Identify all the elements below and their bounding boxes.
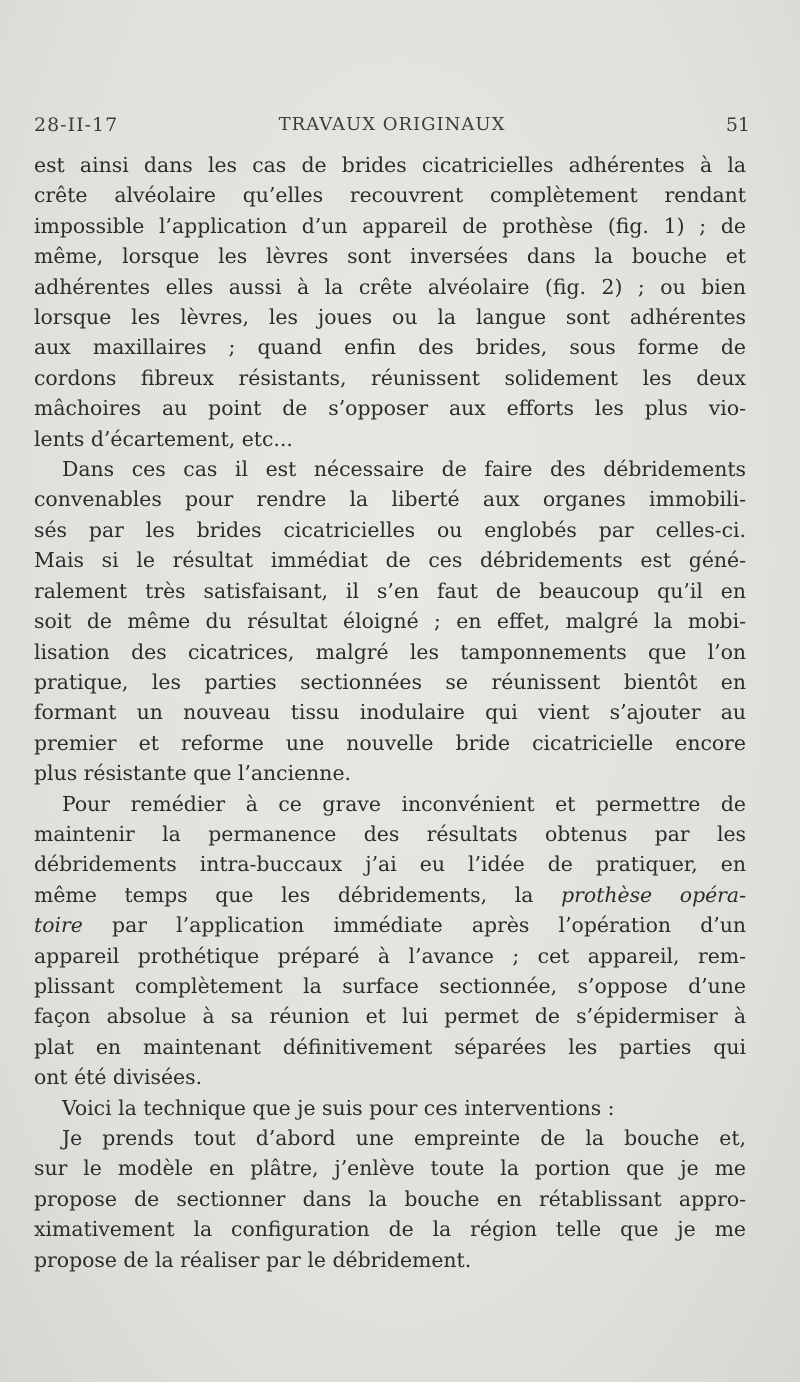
text-line: lorsque les lèvres, les joues ou la langue sont adhérentes <box>34 305 746 330</box>
text-line: convenables pour rendre la liberté aux organes immobili- <box>34 487 746 512</box>
text-line: Je prends tout d’abord une empreinte de la bouche et, <box>62 1126 746 1150</box>
page-number: 51 <box>725 114 750 136</box>
text-line: Mais si le résultat immédiat de ces débridements est géné- <box>34 548 746 573</box>
text-line: lisation des cicatrices, malgré les tamponnements que l’on <box>34 639 746 664</box>
text-line: premier et reforme une nouvelle bride cicatricielle encore <box>34 730 746 755</box>
running-header <box>34 114 750 144</box>
paragraph <box>34 1123 746 1275</box>
text-line: Pour remédier à ce grave inconvénient et permettre de <box>62 791 746 816</box>
text-line: mâchoires au point de s’opposer aux efforts les plus vio- <box>34 396 746 421</box>
text-line: adhérentes elles aussi à la crête alvéolaire (fig. 2) ; ou bien <box>34 274 746 299</box>
paragraph <box>34 1093 746 1123</box>
text-line: impossible l’application d’un appareil de prothèse (fig. 1) ; de <box>34 213 746 238</box>
text-line: plat en maintenant définitivement séparées les parties qui <box>34 1034 746 1059</box>
header-title: TRAVAUX ORIGINAUX <box>278 114 506 135</box>
italic-term: toire <box>34 913 83 938</box>
text-line: propose de sectionner dans la bouche en rétablissant appro- <box>34 1186 746 1211</box>
text-line: ont été divisées. <box>34 1065 203 1090</box>
text-line: même, lorsque les lèvres sont inversées dans la bouche et <box>34 244 746 269</box>
text-line: soit de même du résultat éloigné ; en effet, malgré la mobi- <box>34 609 746 634</box>
text-line: crête alvéolaire qu’elles recouvrent complètement rendant <box>34 183 746 208</box>
text-line: ralement très satisfaisant, il s’en faut de beaucoup qu’il en <box>34 578 746 603</box>
text-line: sés par les brides cicatricielles ou englobés par celles-ci. <box>34 517 746 542</box>
text-line: façon absolue à sa réunion et lui permet de s’épidermiser à <box>34 1004 746 1029</box>
text-line: cordons fibreux résistants, réunissent solidement les deux <box>34 365 746 390</box>
paragraph <box>34 150 746 454</box>
text-line: maintenir la permanence des résultats obtenus par les <box>34 821 746 846</box>
paragraph <box>34 454 746 788</box>
text-line: ximativement la configuration de la région telle que je me <box>34 1217 746 1242</box>
text-line: lents d’écartement, etc... <box>34 426 293 451</box>
body-text <box>34 150 746 1275</box>
text-line: Dans ces cas il est nécessaire de faire des débridements <box>62 457 746 482</box>
text-line: débridements intra-buccaux j’ai eu l’idée de pratiquer, en <box>34 852 746 877</box>
text-line: formant un nouveau tissu inodulaire qui vient s’ajouter au <box>34 700 746 725</box>
header-date: 28-II-17 <box>34 114 119 136</box>
paragraph <box>34 789 746 1093</box>
text-line: même temps que les débridements, la prothèse opéra- <box>34 882 746 907</box>
text-line: est ainsi dans les cas de brides cicatricielles adhérentes à la <box>34 153 746 177</box>
text-line: plus résistante que l’ancienne. <box>34 761 351 786</box>
italic-term: prothèse opéra- <box>561 882 746 907</box>
text-line: pratique, les parties sectionnées se réunissent bientôt en <box>34 669 746 694</box>
text-line: Voici la technique que je suis pour ces interventions : <box>62 1095 615 1120</box>
text-line: sur le modèle en plâtre, j’enlève toute la portion que je me <box>34 1156 746 1181</box>
text-line: aux maxillaires ; quand enfin des brides, sous forme de <box>34 335 746 360</box>
text-line: propose de la réaliser par le débridement. <box>34 1247 472 1272</box>
text-line: appareil prothétique préparé à l’avance ; cet appareil, rem- <box>34 943 746 968</box>
text-line: toire par l’application immédiate après l’opération d’un <box>34 913 746 938</box>
text-line: plissant complètement la surface sectionnée, s’oppose d’une <box>34 973 746 998</box>
